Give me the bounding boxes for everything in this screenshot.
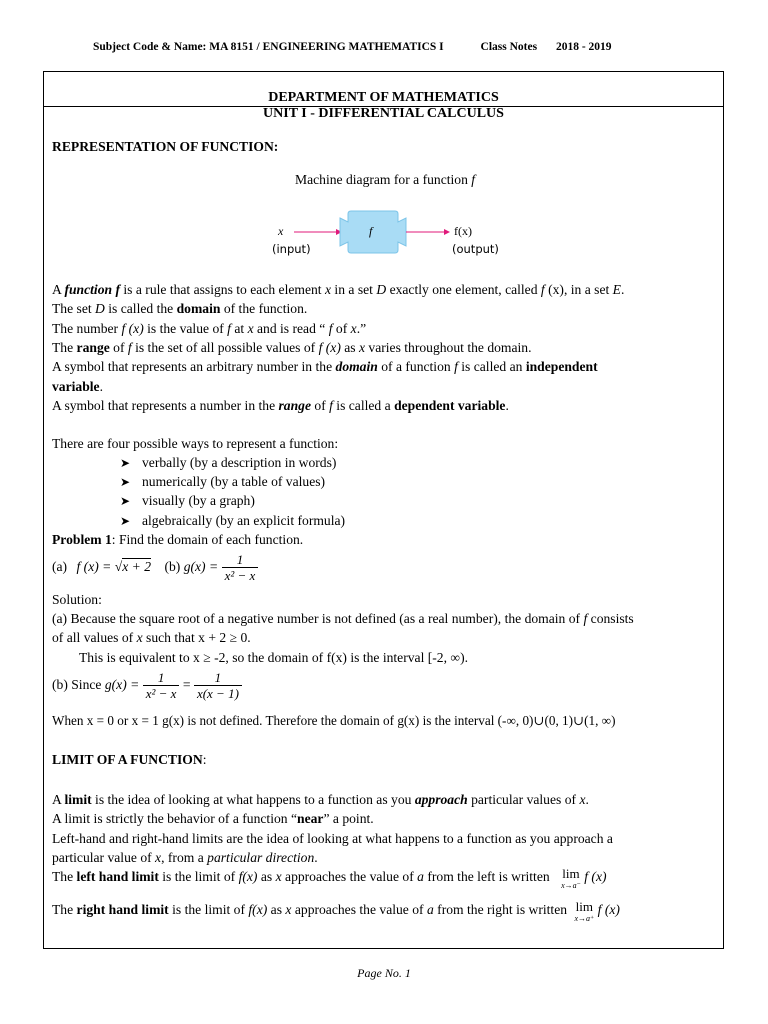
ways-intro: There are four possible ways to represent a function: bbox=[52, 436, 339, 451]
right-hand-limit-line: The right hand limit is the limit of f(x) as x approaches the value of a from the right is written lim x→a⁺ f (x) bbox=[52, 899, 620, 923]
subject-name: Subject Code & Name: MA 8151 / ENGINEERING MATHEMATICS I bbox=[93, 41, 444, 53]
diagram-output-var: f(x) bbox=[454, 224, 472, 238]
fraction: $\frac{1}{x(x - 1)}$ bbox=[194, 670, 242, 701]
page-number: Page No. 1 bbox=[357, 966, 411, 980]
text-line: A function f is a rule that assigns to each element x in a set D exactly one element, called f (x), in a set E. bbox=[52, 282, 625, 297]
department-title: DEPARTMENT OF MATHEMATICS bbox=[268, 90, 499, 105]
diagram-caption: Machine diagram for a function f bbox=[295, 172, 476, 187]
text-line: particular value of x, from a particular direction. bbox=[52, 849, 318, 865]
left-hand-limit-line: The left hand limit is the limit of f(x) as x approaches the value of a from the left is written lim x→a⁻ f (x) bbox=[52, 866, 607, 890]
limit-notation: lim x→a⁻ bbox=[561, 866, 581, 890]
title-block bbox=[44, 72, 723, 121]
text-line: Left-hand and right-hand limits are the idea of looking at what happens to a function as you approach a bbox=[52, 830, 613, 846]
limit-notation: lim x→a⁺ bbox=[574, 899, 595, 923]
unit-title: UNIT I - DIFFERENTIAL CALCULUS bbox=[263, 106, 504, 121]
academic-year: 2018 - 2019 bbox=[555, 41, 612, 53]
text-line: The range of f is the set of all possible values of f (x) as x varies throughout the domain. bbox=[52, 339, 532, 355]
sqrt-symbol: √ bbox=[114, 559, 123, 574]
solution-label: Solution: bbox=[52, 592, 102, 607]
page-header bbox=[93, 41, 693, 53]
problem-formulas: (a) f (x) = √x + 2 (b) g(x) = $\frac{1}{\text{x² − x}}$ bbox=[52, 550, 258, 586]
arrow-bullet-icon: ➤ bbox=[120, 456, 131, 470]
text-line: A symbol that represents an arbitrary number in the domain of a function f is called an independent bbox=[52, 359, 598, 375]
text-line: A symbol that represents a number in the range of f is called a dependent variable. bbox=[52, 397, 509, 413]
solution-a-line1: (a) Because the square root of a negative number is not defined (as a real number), the domain of f consists bbox=[52, 611, 634, 626]
diagram-input-label: (input) bbox=[272, 242, 311, 256]
text-line: A limit is the idea of looking at what happens to a function as you approach particular values of x. bbox=[52, 792, 589, 807]
arrow-bullet-icon: ➤ bbox=[120, 514, 131, 528]
list-item: ➤ visually (by a graph) bbox=[120, 491, 255, 511]
text-line: A limit is strictly the behavior of a function “near” a point. bbox=[52, 811, 374, 827]
list-item: ➤ verbally (by a description in words) bbox=[120, 453, 336, 473]
fraction: $\frac{1}{\text{x² − x}}$ bbox=[222, 552, 259, 583]
section-heading-limit: LIMIT OF A FUNCTION: bbox=[52, 752, 207, 767]
machine-diagram bbox=[272, 210, 512, 264]
list-item: ➤ algebraically (by an explicit formula) bbox=[120, 511, 345, 531]
arrow-bullet-icon: ➤ bbox=[120, 475, 131, 489]
diagram-output-label: (output) bbox=[452, 242, 499, 256]
solution-b-conclusion: When x = 0 or x = 1 g(x) is not defined. Therefore the domain of g(x) is the interval (-∞, 0)∪(0, 1)∪(1, ∞) bbox=[52, 713, 616, 728]
diagram-input-var: x bbox=[278, 224, 284, 238]
fraction: $\frac{1}{\text{x² − x}}$ bbox=[143, 670, 180, 701]
diagram-machine-label: f bbox=[369, 224, 373, 238]
text-line: The number f (x) is the value of f at x and is read “ f of x.” bbox=[52, 320, 367, 336]
arrow-bullet-icon: ➤ bbox=[120, 494, 131, 508]
problem-statement: Problem 1: Find the domain of each function. bbox=[52, 532, 304, 547]
solution-a-line3: This is equivalent to x ≥ -2, so the domain of f(x) is the interval [-2, ∞). bbox=[79, 650, 469, 665]
content-frame bbox=[43, 71, 724, 949]
text-line: variable. bbox=[52, 378, 103, 394]
text-line: The set D is called the domain of the function. bbox=[52, 301, 308, 317]
solution-a-line2: of all values of x such that x + 2 ≥ 0. bbox=[52, 630, 251, 645]
list-item: ➤ numerically (by a table of values) bbox=[120, 472, 325, 492]
class-notes-label: Class Notes bbox=[480, 41, 538, 53]
section-heading-representation: REPRESENTATION OF FUNCTION: bbox=[52, 139, 279, 154]
radicand: x + 2 bbox=[122, 559, 152, 574]
solution-b-formula: (b) Since g(x) = $\frac{1}{\text{x² − x}}$ = $\frac{1}{x(x - 1)}$ bbox=[52, 668, 242, 704]
